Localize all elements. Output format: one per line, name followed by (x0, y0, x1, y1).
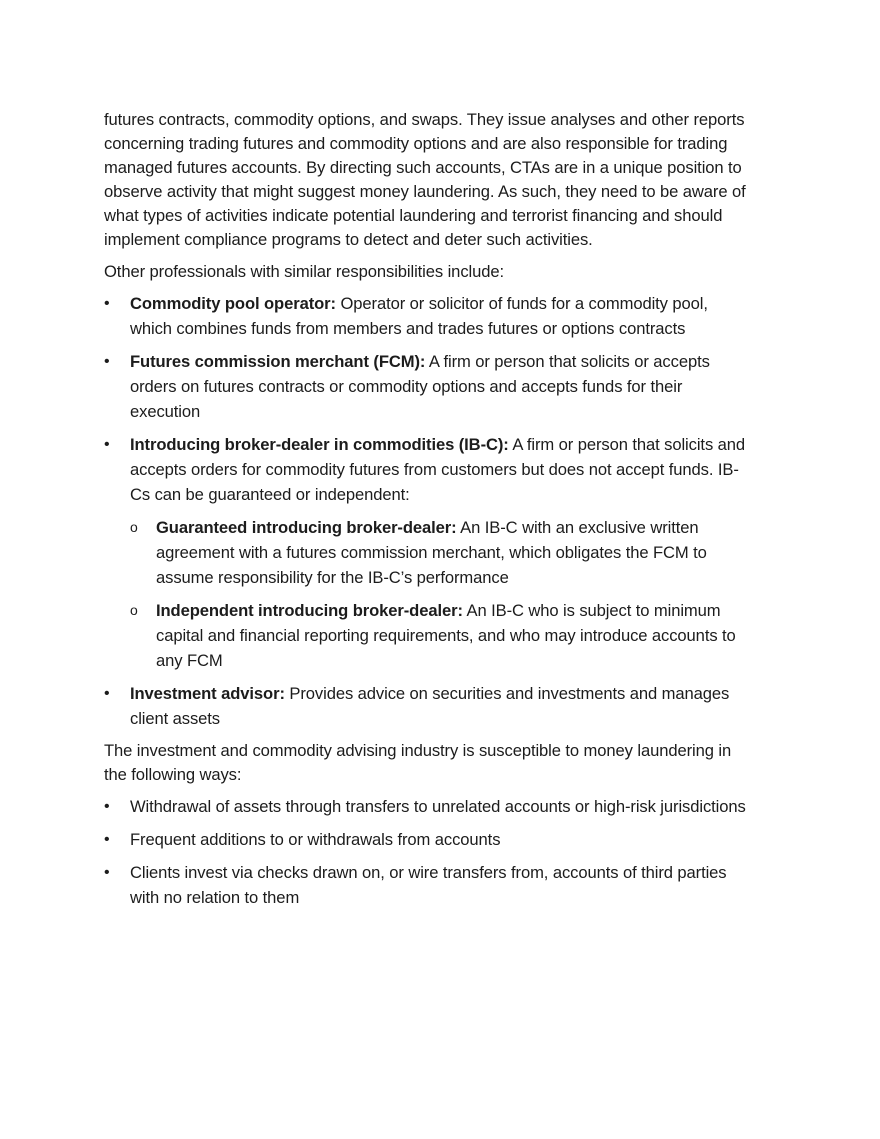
intro-paragraph: futures contracts, commodity options, and swaps. They issue analyses and other reports concerning trading futures and commodity options and are also responsible for trading managed futures accounts. By directing such accounts, CTAs are in a unique position to observe activity that might suggest money laundering. As such, they need to be aware of what types of activities indicate potential laundering and terrorist financing and should implement compliance programs to detect and deter such activities. (104, 110, 746, 249)
term-definition: An IB-C with an exclusive written agreement with a futures commission merchant, which obligates the FCM to assume responsibility for the IB-C’s performance (156, 518, 707, 587)
term-label: Investment advisor: (130, 684, 285, 703)
term-label: Guaranteed introducing broker-dealer: (156, 518, 457, 537)
susceptible-lead: The investment and commodity advising industry is susceptible to money laundering in the following ways: (104, 741, 732, 784)
list-item-futures-commission-merchant (104, 349, 754, 424)
term-definition: Provides advice on securities and investments and manages client assets (130, 684, 730, 728)
list-item-introducing-broker-dealer (104, 432, 754, 673)
list-item: • Withdrawal of assets through transfers to unrelated accounts or high-risk jurisdictions (104, 794, 754, 819)
term-definition: A firm or person that solicits or accepts orders on futures contracts or commodity options and accepts funds for their execution (130, 352, 710, 421)
ib-c-sublist (130, 515, 754, 673)
sublist-item-guaranteed (130, 515, 754, 590)
term-definition: An IB-C who is subject to minimum capital and financial reporting requirements, and who may introduce accounts to any FCM (156, 601, 736, 670)
term-definition: A firm or person that solicits and accepts orders for commodity futures from customers but does not accept funds. IB-Cs can be guaranteed or independent: (130, 435, 746, 504)
term-label: Independent introducing broker-dealer: (156, 601, 463, 620)
term-definition: Operator or solicitor of funds for a commodity pool, which combines funds from members and trades futures or options contracts (130, 294, 708, 338)
sublist-item-independent (130, 598, 754, 673)
list-item-investment-advisor (104, 681, 754, 731)
term-label: Futures commission merchant (FCM): (130, 352, 426, 371)
professionals-lead: Other professionals with similar responsibilities include: (104, 262, 504, 281)
term-label: Introducing broker-dealer in commodities (IB-C): (130, 435, 509, 454)
susceptible-ways-list (104, 794, 754, 910)
list-item-commodity-pool-operator (104, 291, 754, 341)
professionals-list (104, 291, 754, 731)
list-item: • Clients invest via checks drawn on, or wire transfers from, accounts of third parties with no relation to them (104, 860, 754, 910)
list-item: • Frequent additions to or withdrawals from accounts (104, 827, 754, 852)
document-page (104, 108, 754, 918)
term-label: Commodity pool operator: (130, 294, 336, 313)
